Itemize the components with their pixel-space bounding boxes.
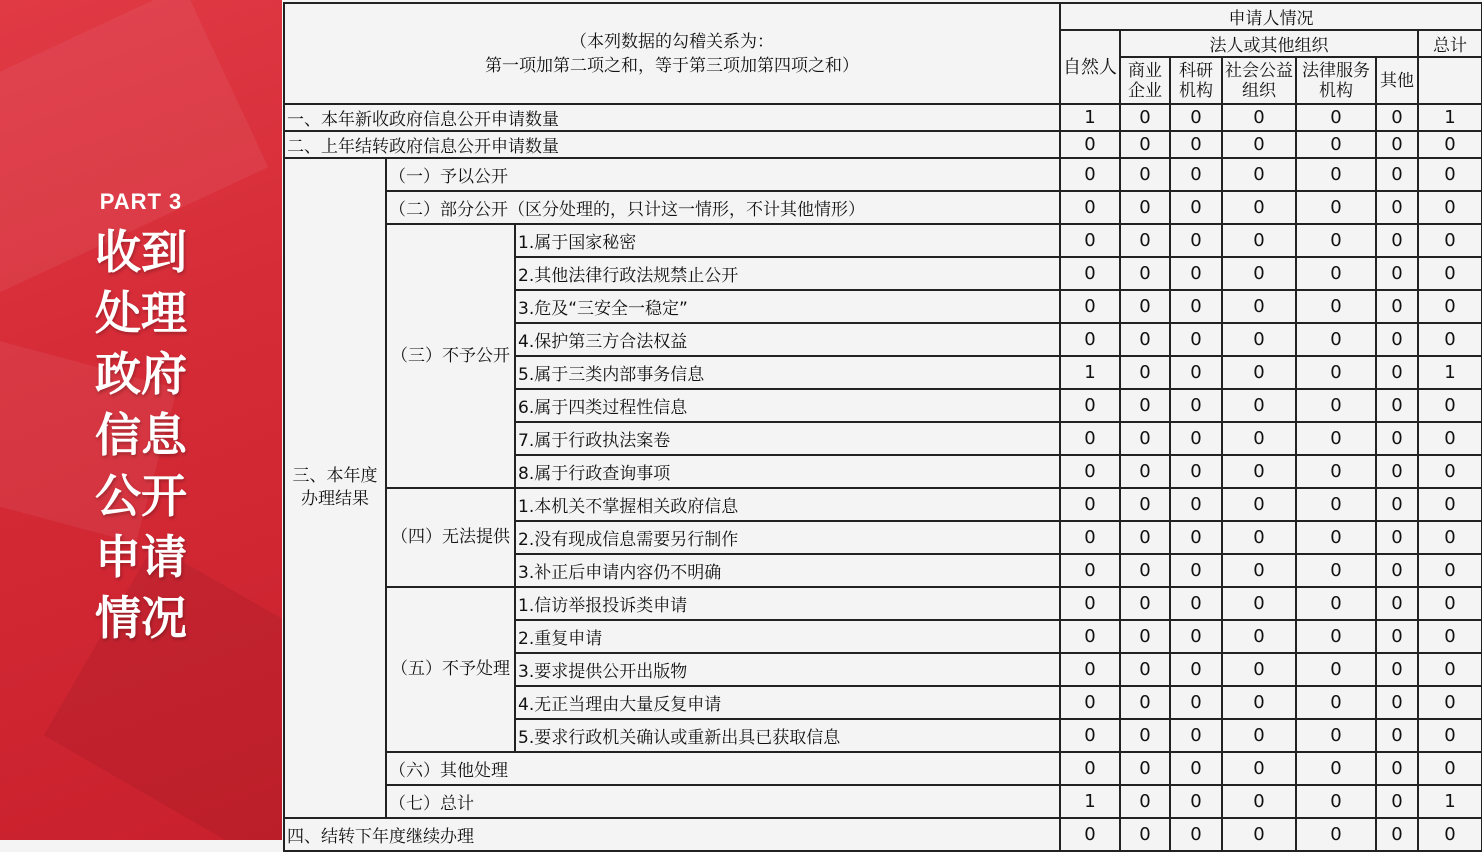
table-cell: 0 [1418,620,1482,653]
table-row [284,752,1482,785]
table-cell: 0 [1120,653,1170,686]
table-cell: 0 [1376,719,1418,752]
title-line: 情况 [95,591,187,645]
table-cell: 0 [1296,422,1376,455]
section-title [0,222,282,649]
table-cell: 0 [1376,389,1418,422]
title-line: 信息 [95,408,187,462]
table-cell: 0 [1418,554,1482,587]
table-cell: 0 [1170,521,1222,554]
table-cell: 0 [1296,191,1376,224]
table-row [284,818,1482,851]
table-row [284,224,1482,257]
table-cell: 0 [1296,653,1376,686]
table-cell: 0 [1170,422,1222,455]
table-cell: 0 [1296,554,1376,587]
table-row [284,191,1482,224]
table-cell: 0 [1376,653,1418,686]
table-cell: 0 [1060,131,1120,158]
row-label: 2.其他法律行政法规禁止公开 [515,257,1060,290]
table-cell: 0 [1120,191,1170,224]
table-cell: 0 [1120,587,1170,620]
row-label: （七）总计 [386,785,1060,818]
table-cell: 0 [1060,620,1120,653]
table-cell: 0 [1120,290,1170,323]
row-label: 4.保护第三方合法权益 [515,323,1060,356]
corner-note-line: 第一项加第二项之和，等于第三项加第四项之和） [485,55,860,76]
table-cell: 0 [1418,653,1482,686]
row-label: 3.要求提供公开出版物 [515,653,1060,686]
table-cell: 0 [1296,356,1376,389]
table-cell: 0 [1120,257,1170,290]
table-cell: 0 [1376,224,1418,257]
table-cell: 0 [1060,224,1120,257]
title-line: 申请 [95,530,187,584]
table-cell: 0 [1060,257,1120,290]
row-label: 8.属于行政查询事项 [515,455,1060,488]
table-cell: 0 [1376,587,1418,620]
table-cell: 0 [1376,323,1418,356]
table-cell: 0 [1222,323,1296,356]
table-cell: 0 [1222,686,1296,719]
table-cell: 0 [1222,356,1296,389]
row-label: 5.要求行政机关确认或重新出具已获取信息 [515,719,1060,752]
table-cell: 0 [1120,356,1170,389]
table-cell: 0 [1120,785,1170,818]
row-label: 1.属于国家秘密 [515,224,1060,257]
table-cell: 0 [1120,818,1170,851]
group-label: 三、本年度办理结果 [284,158,386,818]
table-cell: 0 [1376,752,1418,785]
table-cell: 0 [1060,587,1120,620]
table-cell: 0 [1376,422,1418,455]
natural-person-header: 自然人 [1060,30,1120,104]
table-cell: 0 [1120,554,1170,587]
table-cell: 0 [1060,158,1120,191]
row-label: 2.没有现成信息需要另行制作 [515,521,1060,554]
table-cell: 0 [1222,785,1296,818]
table-cell: 0 [1222,752,1296,785]
table-cell: 0 [1296,224,1376,257]
table-cell: 0 [1296,620,1376,653]
col-header: 商业企业 [1120,57,1170,104]
table-corner-note [284,3,1060,104]
table-cell: 0 [1170,104,1222,131]
table-cell: 0 [1060,323,1120,356]
title-line: 公开 [95,469,187,523]
table-row [284,785,1482,818]
table-cell: 0 [1170,752,1222,785]
table-cell: 0 [1376,290,1418,323]
table-cell: 0 [1376,818,1418,851]
table-cell: 0 [1296,488,1376,521]
table-cell: 0 [1170,257,1222,290]
title-line: 收到 [95,225,187,279]
table-cell: 0 [1170,158,1222,191]
row-label: 1.信访举报投诉类申请 [515,587,1060,620]
table-cell: 0 [1418,389,1482,422]
table-cell: 0 [1376,785,1418,818]
row-label: （二）部分公开（区分处理的，只计这一情形，不计其他情形） [386,191,1060,224]
table-cell: 0 [1418,191,1482,224]
row-label: 二、上年结转政府信息公开申请数量 [284,131,1060,158]
table-row [284,131,1482,158]
table-cell: 0 [1222,455,1296,488]
table-cell: 0 [1222,488,1296,521]
table-cell: 0 [1296,455,1376,488]
table-cell: 0 [1296,752,1376,785]
total-header-blank [1418,57,1482,104]
table-cell: 0 [1418,158,1482,191]
col-header: 法律服务机构 [1296,57,1376,104]
table-cell: 0 [1296,521,1376,554]
table-cell: 0 [1120,752,1170,785]
table-cell: 0 [1296,257,1376,290]
table-cell: 0 [1418,818,1482,851]
applicant-header: 申请人情况 [1060,3,1482,30]
table-cell: 0 [1222,521,1296,554]
table-cell: 0 [1222,422,1296,455]
table-cell: 0 [1170,191,1222,224]
table-cell: 0 [1170,818,1222,851]
row-label: 4.无正当理由大量反复申请 [515,686,1060,719]
row-label: （六）其他处理 [386,752,1060,785]
table-cell: 1 [1060,785,1120,818]
table-cell: 0 [1170,653,1222,686]
table-cell: 0 [1296,785,1376,818]
table-cell: 0 [1418,131,1482,158]
table-cell: 0 [1170,224,1222,257]
table-cell: 0 [1170,323,1222,356]
table-cell: 0 [1418,488,1482,521]
subgroup-label: （四）无法提供 [386,488,515,587]
table-cell: 0 [1170,488,1222,521]
total-header: 总计 [1418,30,1482,57]
table-cell: 0 [1418,224,1482,257]
table-cell: 0 [1376,488,1418,521]
part-label: PART 3 [99,189,183,214]
table-cell: 0 [1060,422,1120,455]
row-label: （一）予以公开 [386,158,1060,191]
col-header: 其他 [1376,57,1418,104]
table-cell: 0 [1170,290,1222,323]
col-header: 社会公益组织 [1222,57,1296,104]
row-label: 6.属于四类过程性信息 [515,389,1060,422]
table-cell: 0 [1120,389,1170,422]
table-cell: 0 [1120,323,1170,356]
table-cell: 0 [1120,620,1170,653]
row-label: 四、结转下年度继续办理 [284,818,1060,851]
table-cell: 0 [1222,554,1296,587]
table-cell: 0 [1222,587,1296,620]
table-cell: 0 [1060,818,1120,851]
table-cell: 0 [1296,686,1376,719]
table-cell: 0 [1376,356,1418,389]
corner-note-line: （本列数据的勾稽关系为： [570,31,775,52]
table-cell: 0 [1376,554,1418,587]
table-cell: 0 [1222,290,1296,323]
table-cell: 0 [1376,620,1418,653]
table-cell: 0 [1222,818,1296,851]
table-cell: 0 [1418,323,1482,356]
table-cell: 0 [1296,131,1376,158]
table-cell: 0 [1170,389,1222,422]
table-cell: 0 [1222,224,1296,257]
table-cell: 0 [1376,521,1418,554]
title-line: 处理 [95,286,187,340]
table-cell: 0 [1170,455,1222,488]
table-cell: 0 [1060,554,1120,587]
table-cell: 0 [1376,104,1418,131]
subgroup-label: （三）不予公开 [386,224,515,488]
legal-group-header: 法人或其他组织 [1120,30,1418,57]
table-cell: 0 [1120,131,1170,158]
table-cell: 0 [1060,521,1120,554]
table-cell: 0 [1296,158,1376,191]
table-cell: 0 [1296,719,1376,752]
table-cell: 0 [1376,455,1418,488]
table-cell: 0 [1418,455,1482,488]
table-cell: 0 [1296,818,1376,851]
row-label: 3.危及“三安全一稳定” [515,290,1060,323]
col-header: 科研机构 [1170,57,1222,104]
table-cell: 0 [1222,104,1296,131]
table-cell: 0 [1222,257,1296,290]
sidebar-panel [0,0,282,840]
table-cell: 0 [1170,554,1222,587]
table-cell: 0 [1060,488,1120,521]
table-cell: 0 [1296,389,1376,422]
table-row [284,587,1482,620]
table-cell: 1 [1418,356,1482,389]
table-cell: 0 [1060,389,1120,422]
table-cell: 0 [1060,191,1120,224]
table-cell: 1 [1060,104,1120,131]
table-cell: 0 [1120,422,1170,455]
disclosure-statistics-table [283,2,1482,852]
table-cell: 0 [1060,653,1120,686]
table-cell: 0 [1418,290,1482,323]
row-label: 1.本机关不掌握相关政府信息 [515,488,1060,521]
table-cell: 0 [1170,356,1222,389]
row-label: 7.属于行政执法案卷 [515,422,1060,455]
table-cell: 0 [1060,686,1120,719]
table-cell: 0 [1222,653,1296,686]
row-label: 3.补正后申请内容仍不明确 [515,554,1060,587]
table-cell: 0 [1222,131,1296,158]
table-cell: 0 [1120,686,1170,719]
table-row [284,158,1482,191]
title-line: 政府 [95,347,187,401]
table-cell: 0 [1418,422,1482,455]
table-cell: 0 [1376,686,1418,719]
table-cell: 0 [1296,290,1376,323]
table-cell: 0 [1376,131,1418,158]
table-cell: 0 [1296,323,1376,356]
table-row [284,104,1482,131]
table-cell: 0 [1060,290,1120,323]
statistics-table-area [282,0,1482,847]
table-cell: 0 [1170,785,1222,818]
table-cell: 0 [1296,104,1376,131]
table-cell: 0 [1222,389,1296,422]
table-cell: 0 [1170,587,1222,620]
table-cell: 0 [1222,620,1296,653]
table-cell: 0 [1120,719,1170,752]
table-cell: 0 [1170,686,1222,719]
table-cell: 0 [1418,521,1482,554]
table-cell: 0 [1222,719,1296,752]
table-cell: 0 [1060,719,1120,752]
table-cell: 0 [1170,620,1222,653]
table-cell: 0 [1170,131,1222,158]
row-label: 5.属于三类内部事务信息 [515,356,1060,389]
table-cell: 1 [1418,785,1482,818]
table-cell: 0 [1376,158,1418,191]
table-cell: 0 [1418,719,1482,752]
table-row [284,488,1482,521]
table-cell: 0 [1120,488,1170,521]
table-cell: 0 [1418,752,1482,785]
table-cell: 0 [1120,455,1170,488]
table-cell: 0 [1060,752,1120,785]
table-cell: 0 [1120,104,1170,131]
table-cell: 0 [1418,686,1482,719]
table-cell: 1 [1060,356,1120,389]
table-cell: 0 [1418,587,1482,620]
table-cell: 0 [1222,191,1296,224]
table-cell: 0 [1222,158,1296,191]
row-label: 一、本年新收政府信息公开申请数量 [284,104,1060,131]
table-cell: 0 [1120,224,1170,257]
table-cell: 0 [1120,158,1170,191]
row-label: 2.重复申请 [515,620,1060,653]
table-cell: 0 [1060,455,1120,488]
table-cell: 0 [1120,521,1170,554]
table-cell: 0 [1296,587,1376,620]
table-cell: 0 [1376,191,1418,224]
table-cell: 0 [1170,719,1222,752]
subgroup-label: （五）不予处理 [386,587,515,752]
table-cell: 1 [1418,104,1482,131]
table-cell: 0 [1418,257,1482,290]
table-cell: 0 [1376,257,1418,290]
